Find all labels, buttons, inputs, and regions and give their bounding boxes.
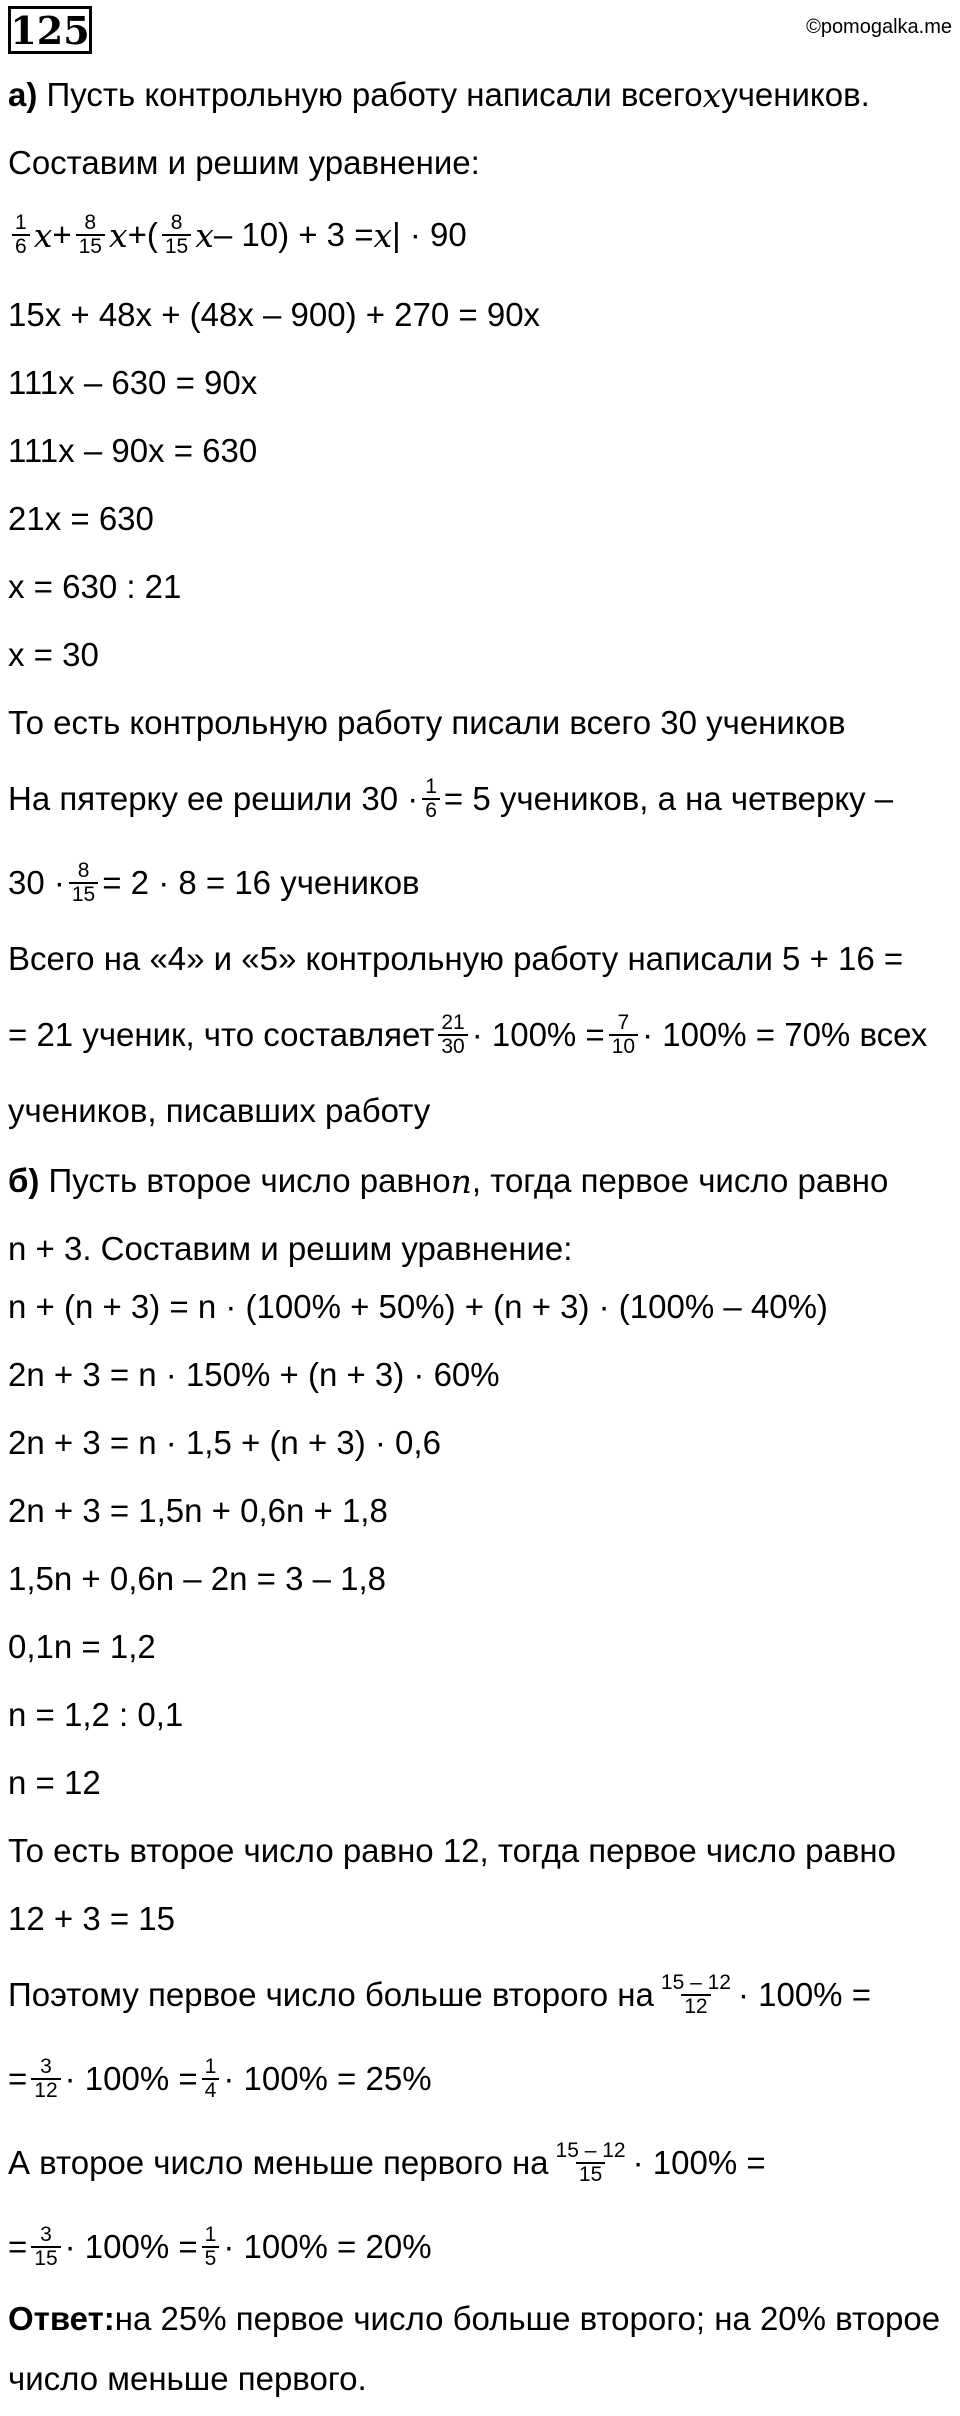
equation-a5: 21x = 630 [8,500,154,537]
fraction: $\frac{1}{6}$ [12,212,30,258]
more-line-1: Поэтому первое число больше второго на $\frac{15 - 12}{12}$ · 100% = [8,1970,871,2018]
answer-label: Ответ: [8,2300,115,2337]
fraction: $\frac{3}{15}$ [31,2224,60,2270]
part-b-intro: б) Пусть второе число равно n , тогда первое число равно [8,1161,889,1201]
fraction: $\frac{1}{4}$ [202,2056,220,2102]
fours-calculation: 30 · $\frac{8}{15}$ = 2 · 8 = 16 учеников [8,858,420,906]
part-b-label: б) [8,1162,40,1199]
answer-line-1: Ответ: на 25% первое число больше второго; на 20% второе [8,2300,941,2337]
equation-b1: n + (n + 3) = n · (100% + 50%) + (n + 3) · (100% – 40%) [8,1288,828,1325]
total-line-3: учеников, писавших работу [8,1092,431,1129]
equation-b3: 2n + 3 = n · 1,5 + (n + 3) · 0,6 [8,1424,441,1461]
part-a-setup: Составим и решим уравнение: [8,144,480,181]
answer-line-2: число меньше первого. [8,2360,367,2397]
equation-a6: x = 630 : 21 [8,568,182,605]
more-line-2: = $\frac{3}{12}$ · 100% = $\frac{1}{4}$ · 100% = 25% [8,2054,432,2102]
equation-b7: n = 1,2 : 0,1 [8,1696,184,1733]
fives-calculation: На пятерку ее решили 30 · $\frac{1}{6}$ = 5 учеников, а на четверку – [8,774,894,822]
fraction: $\frac{15 - 12}{15}$ [555,2138,626,2186]
equation-a7: x = 30 [8,636,99,673]
problem-number-badge: 125 [8,6,92,54]
fraction: $\frac{8}{15}$ [69,860,98,906]
part-a-label: а) [8,76,38,113]
equation-b8: n = 12 [8,1764,101,1801]
fraction: $\frac{8}{15}$ [162,212,191,258]
part-a-intro: а) Пусть контрольную работу написали всего x учеников. [8,75,870,115]
total-line-2: = 21 ученик, что составляет $\frac{21}{30}$ · 100% = $\frac{7}{10}$ · 100% = 70% всех [8,1010,928,1058]
equation-a2: 15x + 48x + (48x – 900) + 270 = 90x [8,296,541,333]
equation-b6: 0,1n = 1,2 [8,1628,156,1665]
fraction: $\frac{1}{6}$ [422,776,440,822]
fraction: $\frac{1}{5}$ [202,2224,220,2270]
equation-b2: 2n + 3 = n · 150% + (n + 3) · 60% [8,1356,500,1393]
equation-a3: 111x – 630 = 90x [8,364,258,401]
fraction: $\frac{7}{10}$ [609,1012,638,1058]
result-b-2: 12 + 3 = 15 [8,1900,175,1937]
equation-a1: $\frac{1}{6}$ x + $\frac{8}{15}$ x + ( $\frac{8}{15}$ x – 10) + 3 = x | · 90 [8,204,467,266]
fraction: $\frac{3}{12}$ [31,2056,60,2102]
equation-b4: 2n + 3 = 1,5n + 0,6n + 1,8 [8,1492,388,1529]
equation-a4: 111x – 90x = 630 [8,432,258,469]
site-watermark: ©pomogalka.me [806,16,952,38]
less-line-1: А второе число меньше первого на $\frac{15 - 12}{15}$ · 100% = [8,2138,766,2186]
result-b-1: То есть второе число равно 12, тогда первое число равно [8,1832,896,1869]
fraction: $\frac{21}{30}$ [438,1012,467,1058]
less-line-2: = $\frac{3}{15}$ · 100% = $\frac{1}{5}$ · 100% = 20% [8,2222,432,2270]
fraction: $\frac{15 - 12}{12}$ [660,1970,731,2018]
fraction: $\frac{8}{15}$ [76,212,105,258]
total-line-1: Всего на «4» и «5» контрольную работу написали 5 + 16 = [8,940,904,977]
part-b-setup: n + 3. Составим и решим уравнение: [8,1230,573,1267]
equation-b5: 1,5n + 0,6n – 2n = 3 – 1,8 [8,1560,386,1597]
result-a: То есть контрольную работу писали всего 30 учеников [8,704,846,741]
